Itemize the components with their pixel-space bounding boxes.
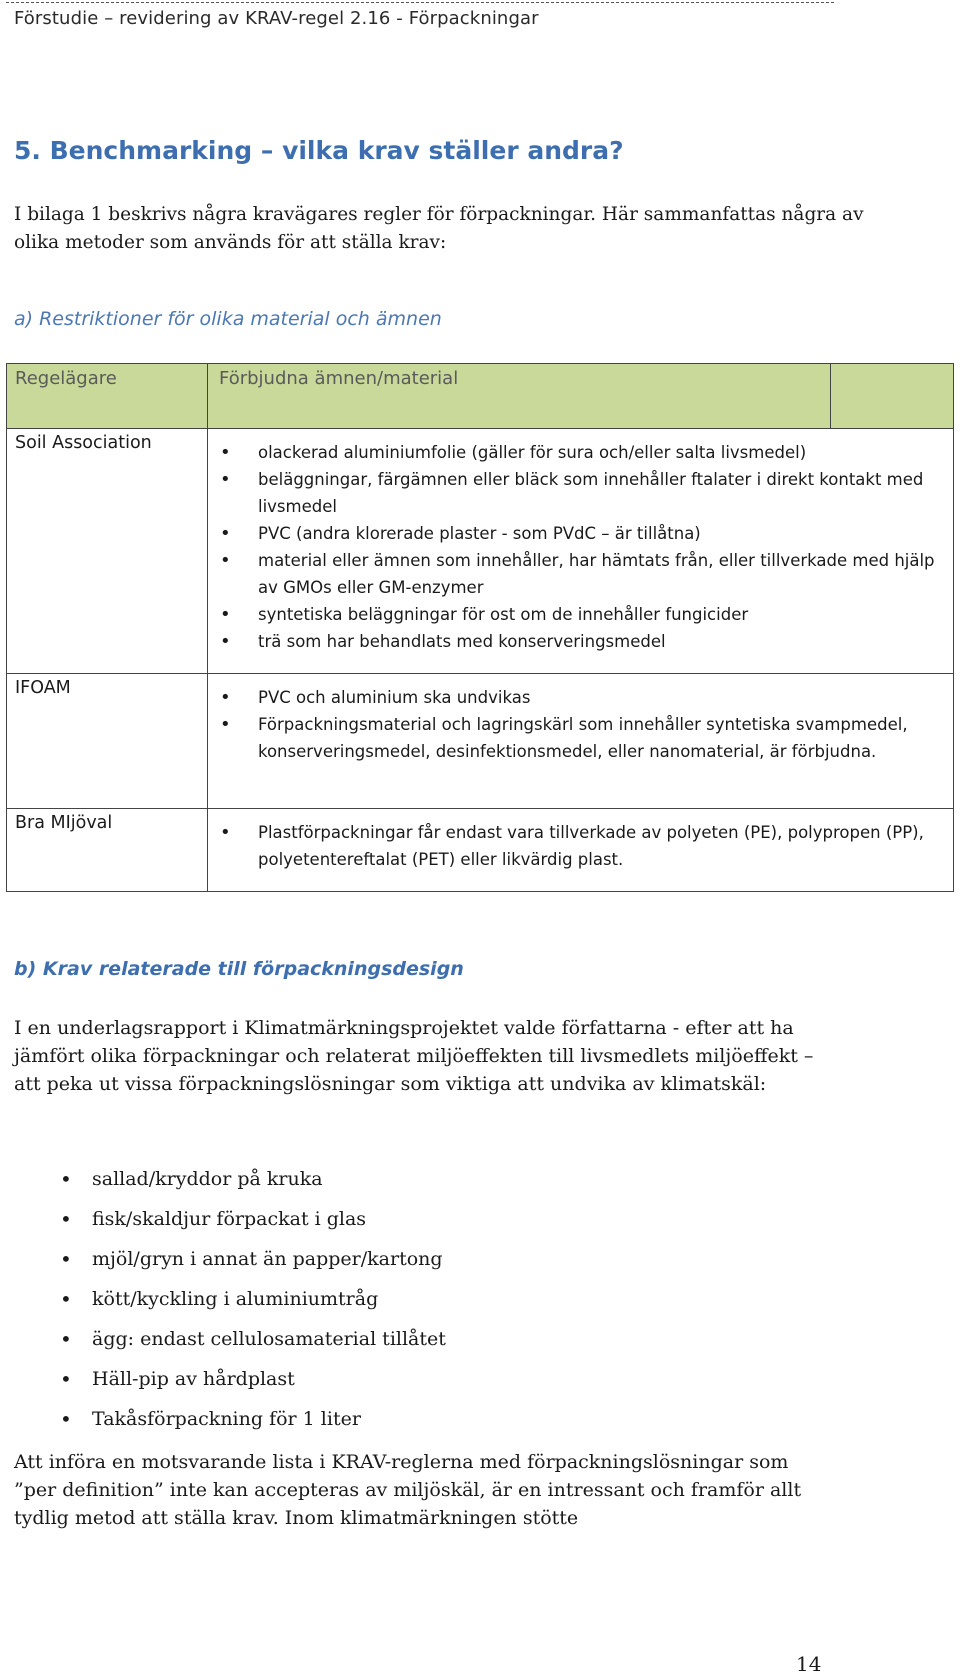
materials-cell [208, 809, 954, 892]
header-empty [831, 364, 954, 429]
table-row [7, 809, 954, 892]
list-item: • material eller ämnen som innehåller, har hämtats från, eller tillverkade med hjälp av GMOs eller GM-enzymer [244, 547, 938, 601]
list-item: • ägg: endast cellulosamaterial tillåtet [60, 1325, 446, 1365]
table-header-row [7, 364, 954, 429]
list-item: • sallad/kryddor på kruka [60, 1165, 446, 1205]
list-item: • syntetiska beläggningar för ost om de innehåller fungicider [244, 601, 938, 628]
list-item: • PVC (andra klorerade plaster - som PVdC – är tillåtna) [244, 520, 938, 547]
list-item: • kött/kyckling i aluminiumtråg [60, 1285, 446, 1325]
owner-cell: Soil Association [7, 429, 208, 674]
list-item: • Häll-pip av hårdplast [60, 1365, 446, 1405]
design-paragraph: I en underlagsrapport i Klimatmärkningsprojektet valde författarna - efter att ha jämfört olika förpackningar och relaterat miljöeffekten till livsmedlets miljöeffekt – att peka ut vissa förpackningslösningar som viktiga att undvika av klimatskäl: [14, 1017, 814, 1095]
page-number: 14 [796, 1652, 822, 1676]
list-item: • mjöl/gryn i annat än papper/kartong [60, 1245, 446, 1285]
materials-cell [208, 674, 954, 809]
subsection-b-title: b) Krav relaterade till förpackningsdesign [14, 958, 464, 980]
list-item: • Takåsförpackning för 1 liter [60, 1405, 446, 1445]
header-rule [6, 2, 834, 3]
intro-paragraph: I bilaga 1 beskrivs några kravägares regler för förpackningar. Här sammanfattas några av olika metoder som används för att ställa krav: [14, 204, 864, 253]
subsection-a-title: a) Restriktioner för olika material och ämnen [14, 308, 442, 330]
header-materials: Förbjudna ämnen/material [208, 364, 831, 429]
list-item: • trä som har behandlats med konserveringsmedel [244, 628, 938, 655]
list-item: • Plastförpackningar får endast vara tillverkade av polyeten (PE), polypropen (PP), polyetentereftalat (PET) eller likvärdig plast. [244, 819, 938, 873]
list-item: • PVC och aluminium ska undvikas [244, 684, 938, 711]
table-row [7, 674, 954, 809]
avoid-list [60, 1165, 446, 1445]
table-row [7, 429, 954, 674]
section-title: 5. Benchmarking – vilka krav ställer andra? [14, 136, 624, 165]
closing-paragraph: Att införa en motsvarande lista i KRAV-reglerna med förpackningslösningar som ”per definition” inte kan accepteras av miljöskäl, är en intressant och framför allt tydlig metod att ställa krav. Inom klimatmärkningen stötte [14, 1451, 802, 1529]
list-item: • fisk/skaldjur förpackat i glas [60, 1205, 446, 1245]
owner-cell: IFOAM [7, 674, 208, 809]
restrictions-table [6, 363, 954, 892]
materials-cell [208, 429, 954, 674]
list-item: • olackerad aluminiumfolie (gäller för sura och/eller salta livsmedel) [244, 439, 938, 466]
list-item: • beläggningar, färgämnen eller bläck som innehåller ftalater i direkt kontakt med livsmedel [244, 466, 938, 520]
running-header: Förstudie – revidering av KRAV-regel 2.16 - Förpackningar [14, 8, 539, 29]
owner-cell: Bra MIjöval [7, 809, 208, 892]
header-owner: Regelägare [7, 364, 208, 429]
list-item: • Förpackningsmaterial och lagringskärl som innehåller syntetiska svampmedel, konserveringsmedel, desinfektionsmedel, eller nanomaterial, är förbjudna. [244, 711, 938, 765]
